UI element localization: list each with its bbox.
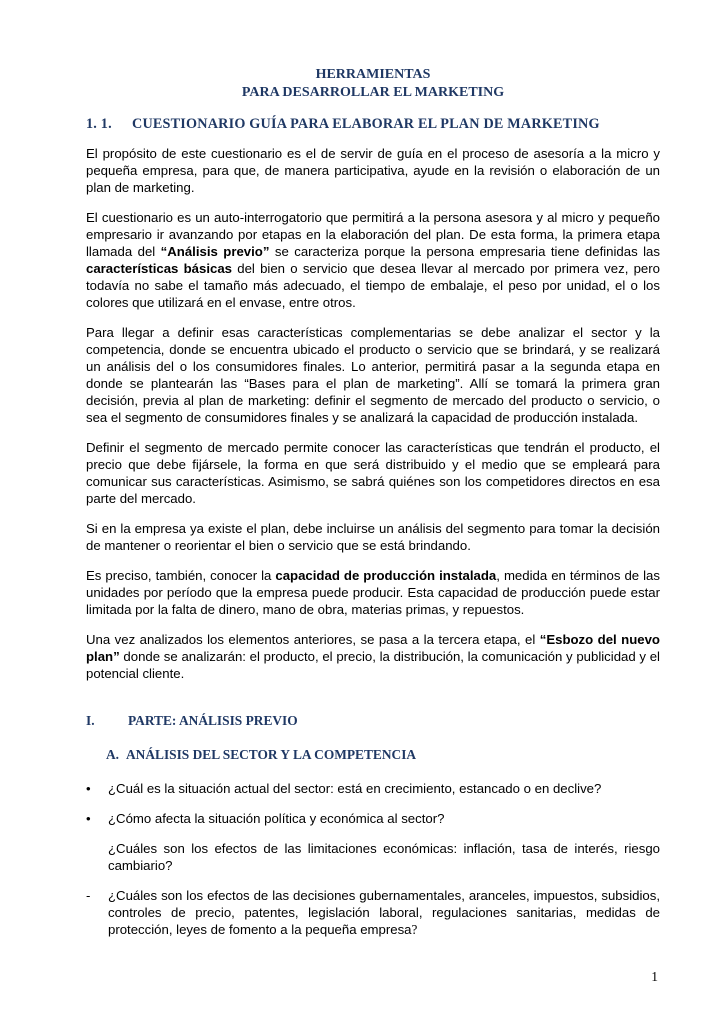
paragraph-6 [86, 567, 660, 618]
question-item-4 [86, 887, 660, 938]
title-line-2: PARA DESARROLLAR EL MARKETING [241, 85, 505, 100]
section-1-title: CUESTIONARIO GUÍA PARA ELABORAR EL PLAN DE MARKETING [132, 116, 600, 132]
paragraph-3: Para llegar a definir esas características complementarias se debe analizar el sector y la competencia, donde se encuentra ubicado el producto o servicio que se brindará, y se realizará un análisis del o los consumidores finales. Lo anterior, permitirá pasar a la segunda etapa en donde se plantearán las “Bases para el plan de marketing”. Allí se tomará la primera gran decisión, previa al plan de marketing: definir el segmento de mercado del producto o servicio, o sea el segmento de consumidores finales y se analizará la capacidad de producción instalada. [86, 325, 660, 425]
question-2-text: ¿Cómo afecta la situación política y económica al sector? [108, 811, 445, 826]
part-1-title: PARTE: ANÁLISIS PREVIO [128, 713, 298, 728]
paragraph-2-bold-analisis-previo: “Análisis previo” [160, 244, 270, 259]
part-1-number: I. [86, 713, 95, 728]
title-line-1: HERRAMIENTAS [315, 67, 431, 82]
subsection-a-title: ANÁLISIS DEL SECTOR Y LA COMPETENCIA [126, 747, 417, 762]
part-1-heading [86, 712, 660, 729]
paragraph-7-text-a: Una vez analizados los elementos anteriores, se pasa a la tercera etapa, el [86, 632, 540, 647]
paragraph-7-text-c: donde se analizarán: el producto, el precio, la distribución, la comunicación y publicidad y el potencial cliente. [86, 649, 660, 681]
paragraph-7-bold-esbozo: “Esbozo del nuevo plan” [86, 632, 660, 664]
section-1-heading [86, 116, 660, 133]
question-item-1 [86, 780, 660, 797]
question-item-3 [86, 840, 660, 874]
document-title [86, 66, 660, 102]
paragraph-2-text-a: El cuestionario es un auto-interrogatorio que permitirá a la persona asesora y al micro y pequeño empresario ir avanzando por etapas en la elaboración del plan. De esta forma, la primera etapa llamada del [86, 210, 660, 259]
subsection-a-heading [106, 746, 660, 763]
paragraph-6-text-a: Es preciso, también, conocer la [86, 568, 276, 583]
paragraph-2-bold-caracteristicas: características básicas [86, 261, 233, 276]
paragraph-2-text-e: del bien o servicio que desea llevar al mercado por primera vez, pero todavía no sabe el tamaño más adecuado, el tiempo de embalaje, el peso por unidad, el o los colores que utilizará en el envase, entre otros. [86, 261, 660, 310]
bullet-icon: • [86, 781, 91, 796]
paragraph-4: Definir el segmento de mercado permite conocer las características que tendrán el producto, el precio que debe fijársele, la forma en que será distribuido y el medio que se empleará para comunicar sus características. Asimismo, se sabrá quiénes son los competidores directos en esa parte del mercado. [86, 440, 660, 506]
question-item-2 [86, 810, 660, 827]
dash-marker-icon: - [86, 888, 91, 903]
subsection-a-number: A. [106, 747, 120, 762]
paragraph-6-text-c: , medida en términos de las unidades por período que la empresa puede producir. Esta capacidad de producción puede estar limitada por la falta de dinero, mano de obra, materias primas, y repuestos. [86, 568, 660, 617]
paragraph-1: El propósito de este cuestionario es el de servir de guía en el proceso de asesoría a la micro y pequeña empresa, para que, de manera participativa, ayude en la revisión o elaboración de un plan de marketing. [86, 146, 660, 195]
question-1-text: ¿Cuál es la situación actual del sector: está en crecimiento, estancado o en declive? [108, 781, 602, 796]
paragraph-2-text-c: se caracteriza porque la persona empresaria tiene definidas las [269, 244, 660, 259]
paragraph-5: Si en la empresa ya existe el plan, debe incluirse un análisis del segmento para tomar la decisión de mantener o reorientar el bien o servicio que se está brindando. [86, 521, 660, 553]
question-4-question-mark: ? [411, 922, 418, 937]
paragraph-7 [86, 631, 660, 682]
question-3-text: ¿Cuáles son los efectos de las limitaciones económicas: inflación, tasa de interés, riesgo cambiario? [108, 841, 660, 873]
page-number: 1 [651, 969, 658, 984]
question-4-text-a: ¿Cuáles son los efectos de las decisiones gubernamentales, aranceles, impuestos, subsidios, controles de precio, patentes, legislación laboral, regulaciones sanitarias, medidas de protección, leyes de fomento a la pequeña empresa [108, 888, 660, 937]
paragraph-2 [86, 209, 660, 311]
paragraph-6-bold-capacidad: capacidad de producción instalada [275, 568, 497, 583]
question-4-text [108, 888, 660, 937]
bullet-icon: • [86, 811, 91, 826]
section-1-number: 1. 1. [86, 116, 112, 132]
